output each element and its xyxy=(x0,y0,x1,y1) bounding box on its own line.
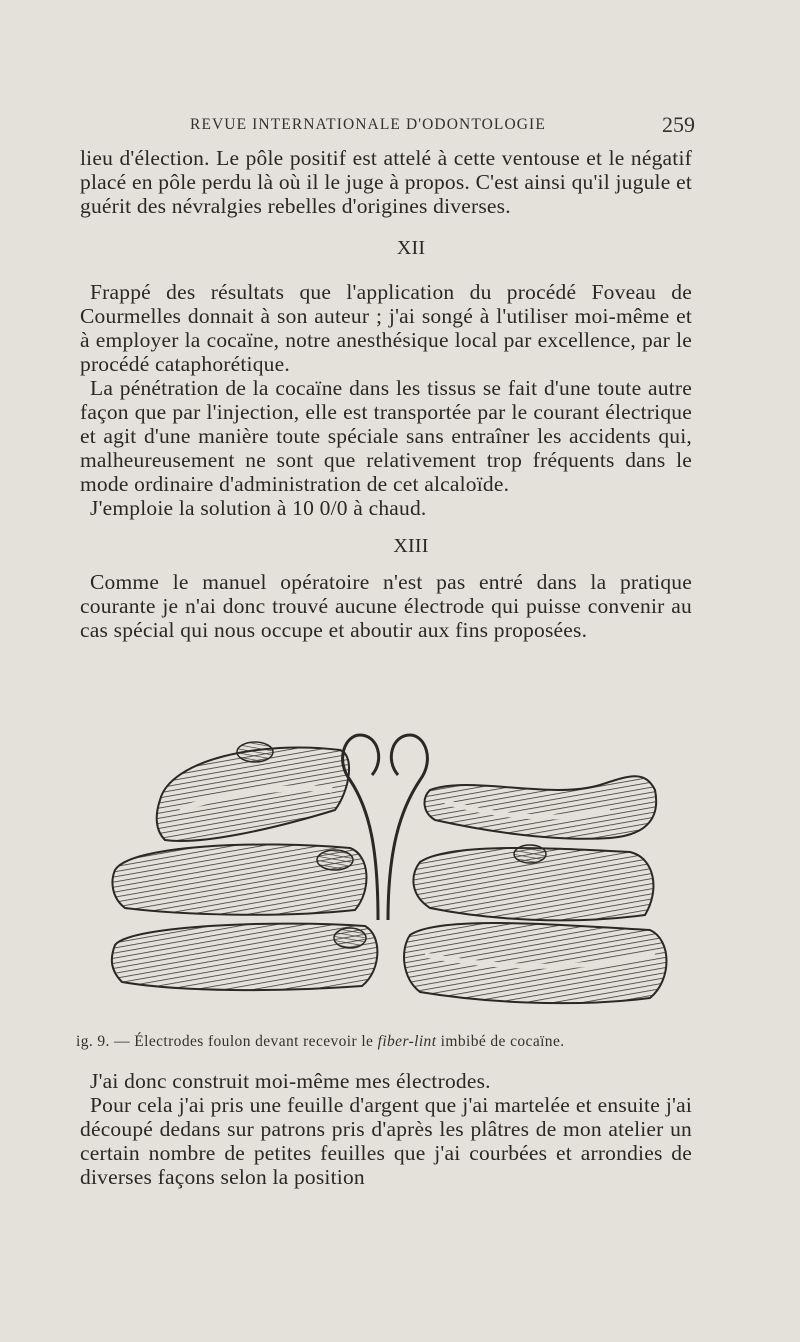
section-heading-xii: XII xyxy=(396,237,426,259)
running-head xyxy=(190,112,695,142)
upper-text xyxy=(80,146,692,642)
paragraph: Comme le manuel opératoire n'est pas entré dans la pratique courante je n'ai donc trouvé aucune électrode qui puisse convenir au cas spécial qui nous occupe et aboutir aux fins proposées. xyxy=(80,570,692,642)
caption-text: ig. 9. — Électrodes foulon devant recevoir le xyxy=(76,1033,378,1050)
section-heading-xiii: XIII xyxy=(393,535,429,557)
electrode-shape xyxy=(112,844,366,914)
electrode-shape xyxy=(413,845,653,920)
paragraph: J'emploie la solution à 10 0/0 à chaud. xyxy=(90,496,427,520)
caption-italic-term: fiber-lint xyxy=(377,1033,437,1050)
electrodes-figure xyxy=(110,730,690,1030)
paragraph: La pénétration de la cocaïne dans les tissus se fait d'une toute autre façon que par l'injection, elle est transportée par le courant électrique et agit d'une manière toute spéciale sans entraîner les accidents qui, malheureusement ne sont que relativement trop fréquents dans le mode ordinaire d'administration de cet alcaloïde. xyxy=(80,376,692,496)
figure-caption xyxy=(76,1033,696,1051)
paragraph: Frappé des résultats que l'application du procédé Foveau de Courmelles donnait à son auteur ; j'ai songé à l'utiliser moi-même et à employer la cocaïne, notre anesthésique local par excellence, par le procédé cataphorétique. xyxy=(80,280,692,376)
electrodes-engraving xyxy=(110,730,690,1030)
paragraph: J'ai donc construit moi-même mes électrodes. xyxy=(90,1069,491,1093)
electrode-shape xyxy=(425,776,657,839)
lower-text xyxy=(80,1069,692,1189)
electrode-shape xyxy=(112,924,378,990)
paragraph: Pour cela j'ai pris une feuille d'argent que j'ai martelée et ensuite j'ai découpé dedans sur patrons pris d'après les plâtres de mon atelier un certain nombre de petites feuilles que j'ai courbées et arrondies de diverses façons selon la position xyxy=(80,1093,692,1189)
journal-title: REVUE INTERNATIONALE D'ODONTOLOGIE xyxy=(190,116,546,133)
electrode-shape xyxy=(157,742,349,841)
caption-text-end: imbibé de cocaïne. xyxy=(436,1033,565,1050)
page-number: 259 xyxy=(662,112,695,137)
electrode-shape xyxy=(404,923,666,1003)
paragraph-continuation: lieu d'élection. Le pôle positif est attelé à cette ventouse et le négatif placé en pôle perdu là où il le juge à propos. C'est ainsi qu'il jugule et guérit des névralgies rebelles d'origines diverses. xyxy=(80,146,692,218)
